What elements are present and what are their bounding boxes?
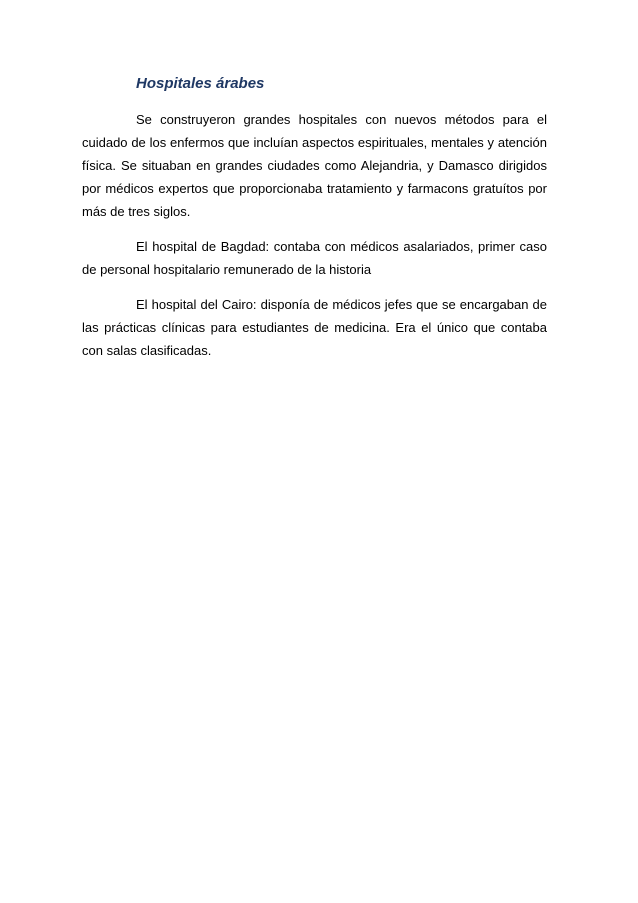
paragraph-cairo-hospital: El hospital del Cairo: disponía de médicos jefes que se encargaban de las prácticas clínicas para estudiantes de medicina. Era el único que contaba con salas clasificadas.: [82, 297, 547, 358]
section-heading: Hospitales árabes: [136, 75, 265, 92]
document-body: [82, 74, 547, 374]
paragraph-baghdad-hospital: El hospital de Bagdad: contaba con médicos asalariados, primer caso de personal hospitalario remunerado de la historia: [82, 239, 547, 277]
paragraph-hospitals-intro: Se construyeron grandes hospitales con nuevos métodos para el cuidado de los enfermos que incluían aspectos espirituales, mentales y atención física. Se situaban en grandes ciudades como Alejandria, y Damasco dirigidos por médicos expertos que proporcionaba tratamiento y farmacons gratuítos por más de tres siglos.: [82, 112, 547, 219]
